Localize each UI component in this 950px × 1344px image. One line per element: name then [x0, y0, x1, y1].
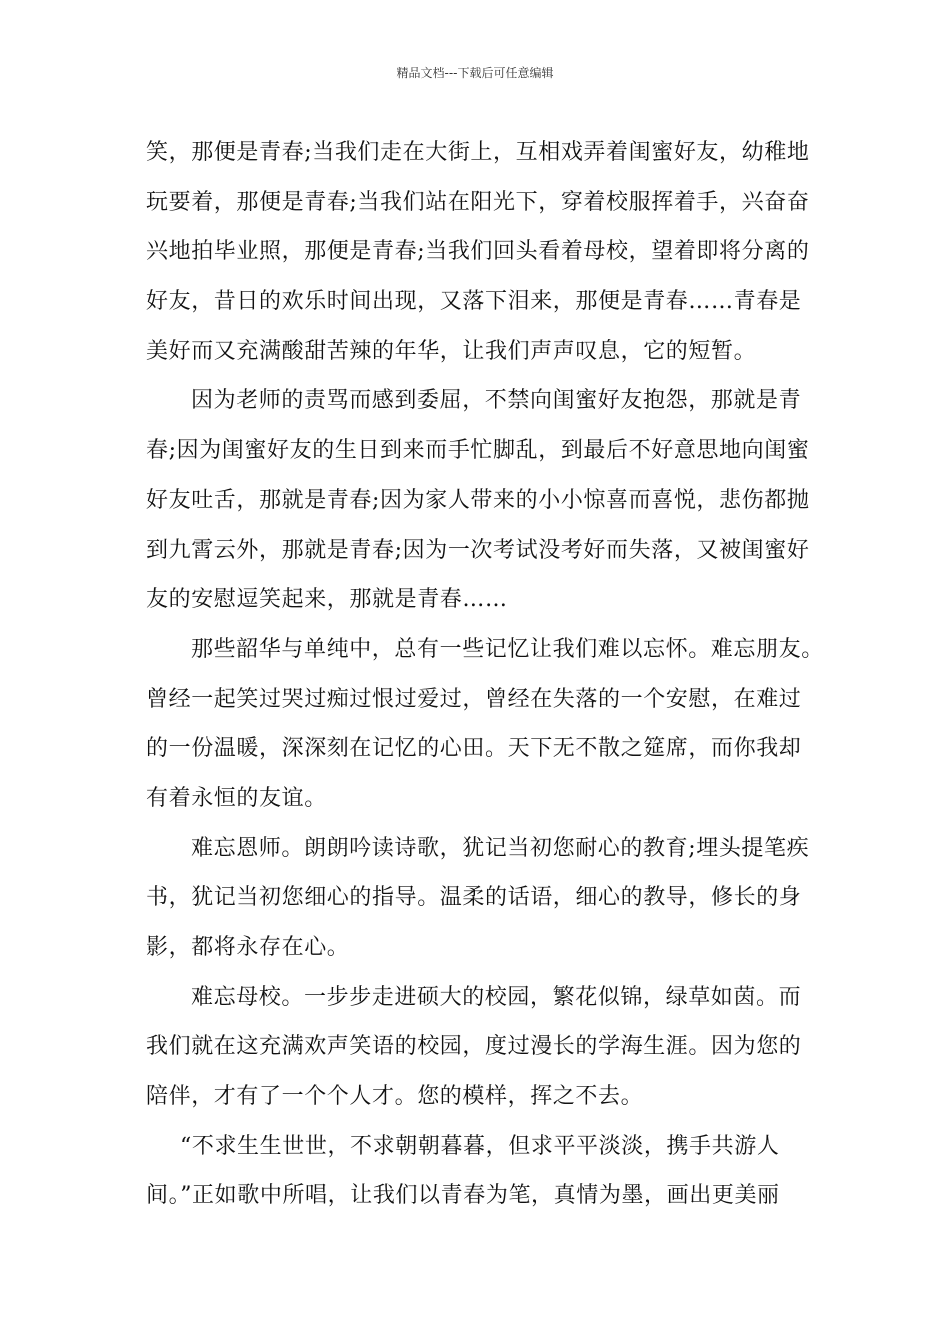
text-line: 曾经一起笑过哭过痴过恨过爱过，曾经在失落的一个安慰，在难过 — [146, 686, 802, 712]
text-line: 笑，那便是青春;当我们走在大街上，互相戏弄着闺蜜好友，幼稚地 — [146, 140, 810, 165]
text-line: 玩要着，那便是青春;当我们站在阳光下，穿着校服挥着手，兴奋奋 — [146, 189, 810, 215]
text-line: 的一份温暖，深深刻在记忆的心田。天下无不散之筵席，而你我却 — [146, 736, 802, 762]
text-line: 有着永恒的友谊。 — [146, 785, 327, 811]
text-line: 到九霄云外，那就是青春;因为一次考试没考好而失落，又被闺蜜好 — [146, 537, 810, 563]
text-line: 好友，昔日的欢乐时间出现，又落下泪来，那便是青春……青春是 — [146, 289, 802, 315]
text-line: 美好而又充满酸甜苦辣的年华，让我们声声叹息，它的短暂。 — [146, 338, 757, 364]
paragraph-start-line: 那些韶华与单纯中，总有一些记忆让我们难以忘怀。难忘朋友。 — [191, 636, 824, 662]
document-body — [146, 128, 824, 1221]
text-line: 我们就在这充满欢声笑语的校园，度过漫长的学海生涯。因为您的 — [146, 1034, 802, 1060]
paragraph-start-line: 因为老师的责骂而感到委屈，不禁向闺蜜好友抱怨，那就是青 — [191, 388, 802, 414]
text-line: 影，都将永存在心。 — [146, 935, 350, 960]
text-line: 间。”正如歌中所唱，让我们以青春为笔，真情为墨，画出更美丽 — [146, 1183, 780, 1209]
text-line: 好友吐舌，那就是青春;因为家人带来的小小惊喜而喜悦，悲伤都抛 — [146, 487, 810, 513]
page-header: 精品文档---下载后可任意编辑 — [396, 66, 554, 80]
text-line: 书，犹记当初您细心的指导。温柔的话语，细心的教导，修长的身 — [146, 885, 802, 911]
paragraph-start-line: “不求生生世世，不求朝朝暮暮，但求平平淡淡，携手共游人 — [180, 1133, 780, 1159]
text-line: 陪伴，才有了一个个人才。您的模样，挥之不去。 — [146, 1084, 644, 1110]
text-line: 兴地拍毕业照，那便是青春;当我们回头看着母校，望着即将分离的 — [146, 239, 810, 265]
paragraph-start-line: 难忘恩师。朗朗吟读诗歌，犹记当初您耐心的教育;埋头提笔疾 — [191, 835, 810, 861]
text-line: 友的安慰逗笑起来，那就是青春…… — [146, 587, 508, 613]
paragraph-start-line: 难忘母校。一步步走进硕大的校园，繁花似锦，绿草如茵。而 — [191, 984, 802, 1010]
text-line: 春;因为闺蜜好友的生日到来而手忙脚乱，到最后不好意思地向闺蜜 — [146, 438, 810, 464]
